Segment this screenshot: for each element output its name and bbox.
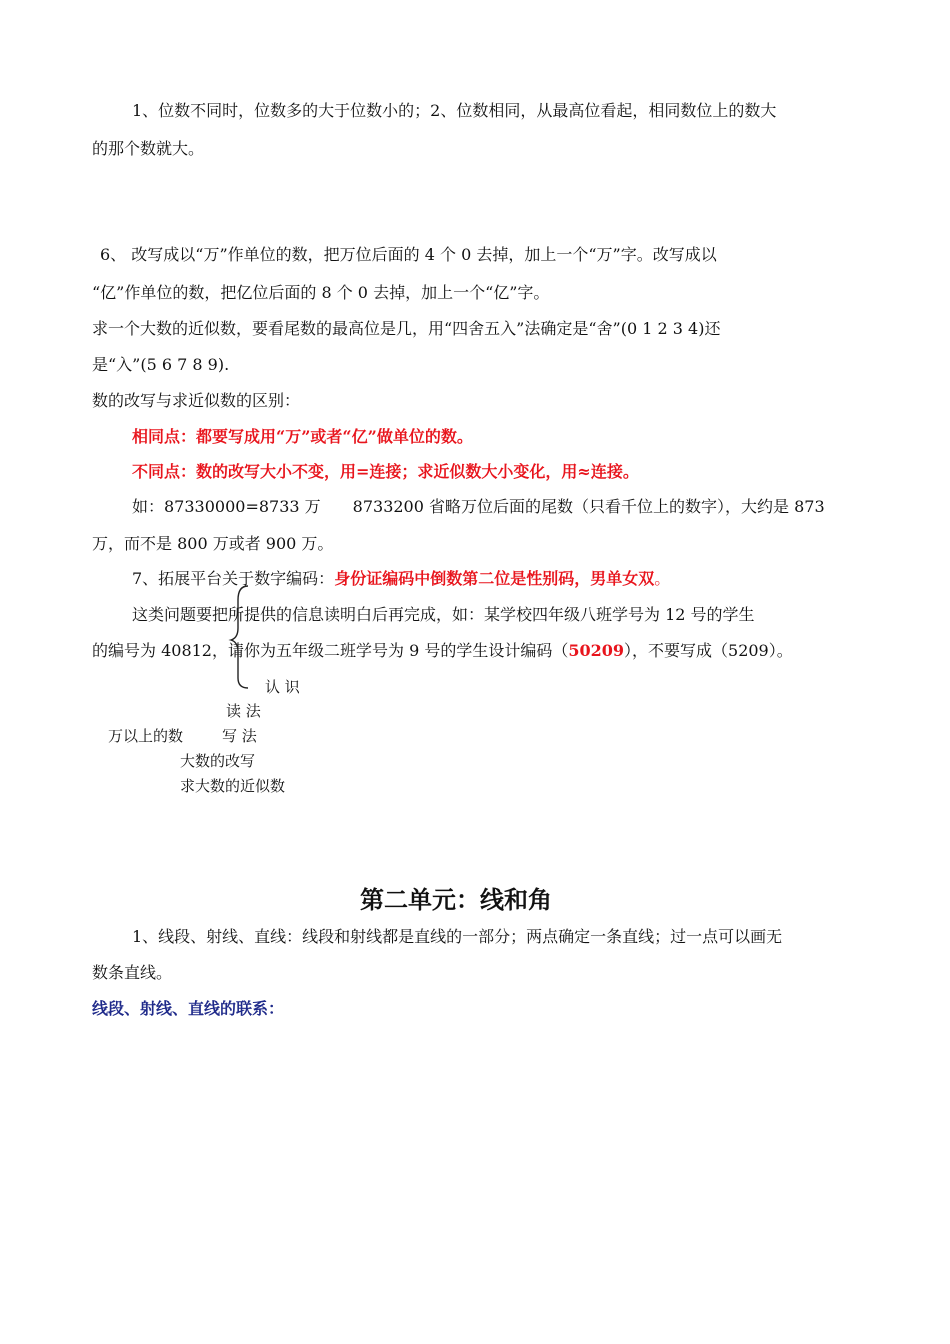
example-code: 50209 [568,641,625,660]
paragraph-7-line-3-b: ），不要写成（5209）。 [624,641,793,660]
curly-brace-icon [228,582,258,692]
paragraph-7-highlight: 身份证编码中倒数第二位是性别码，男单女双 [334,569,655,588]
unit-2-relation-heading: 线段、射线、直线的联系： [92,999,285,1018]
paragraph-7-line-3-a: 的编号为 40812，请你为五年级二班学号为 9 号的学生设计编码（ [92,641,569,660]
difference-heading: 数的改写与求近似数的区别： [92,391,301,410]
paragraph-7-line-1 [132,568,670,590]
outline-item-read: 读 法 [226,702,261,720]
unit-2-line-2: 数条直线。 [92,963,173,982]
outline-item-write: 写 法 [222,727,257,745]
approx-line-2: 是“入”(5 6 7 8 9). [92,355,230,374]
example-line-2: 万，而不是 800 万或者 900 万。 [92,534,334,553]
unit-2-line-1: 1、线段、射线、直线：线段和射线都是直线的一部分；两点确定一条直线；过一点可以画无 [132,927,783,946]
unit-2-title: 第二单元：线和角 [360,885,552,914]
same-point: 相同点：都要写成用“万”或者“亿”做单位的数。 [132,427,473,446]
paragraph-7-line-3 [92,640,793,662]
approx-line-1: 求一个大数的近似数，要看尾数的最高位是几，用“四舍五入”法确定是“舍”(0 1 2 3 4)还 [92,319,721,338]
paragraph-1-line-1: 1、位数不同时，位数多的大于位数小的；2、位数相同，从最高位看起，相同数位上的数大 [132,101,777,120]
outline-item-approx: 求大数的近似数 [180,777,286,795]
different-point: 不同点：数的改写大小不变，用=连接；求近似数大小变化，用≈连接。 [132,462,639,481]
example-line-1: 如：87330000=8733 万 8733200 省略万位后面的尾数（只看千位上的数字），大约是 873 [132,497,825,516]
outline-item-recognize: 认 识 [265,678,300,696]
paragraph-7-line-2: 这类问题要把所提供的信息读明白后再完成，如：某学校四年级八班学号为 12 号的学生 [132,605,755,624]
paragraph-7-prefix: 7、拓展平台关于数字编码： [132,569,335,588]
outline-item-rewrite: 大数的改写 [180,752,256,770]
paragraph-7-suffix: 。 [654,569,671,588]
paragraph-6-line-1: 6、 改写成以“万”作单位的数，把万位后面的 4 个 0 去掉，加上一个“万”字。改写成以 [100,245,717,264]
paragraph-6-line-2: “亿”作单位的数，把亿位后面的 8 个 0 去掉，加上一个“亿”字。 [92,283,550,302]
paragraph-1-line-2: 的那个数就大。 [92,139,205,158]
outline-root: 万以上的数 [108,727,184,745]
